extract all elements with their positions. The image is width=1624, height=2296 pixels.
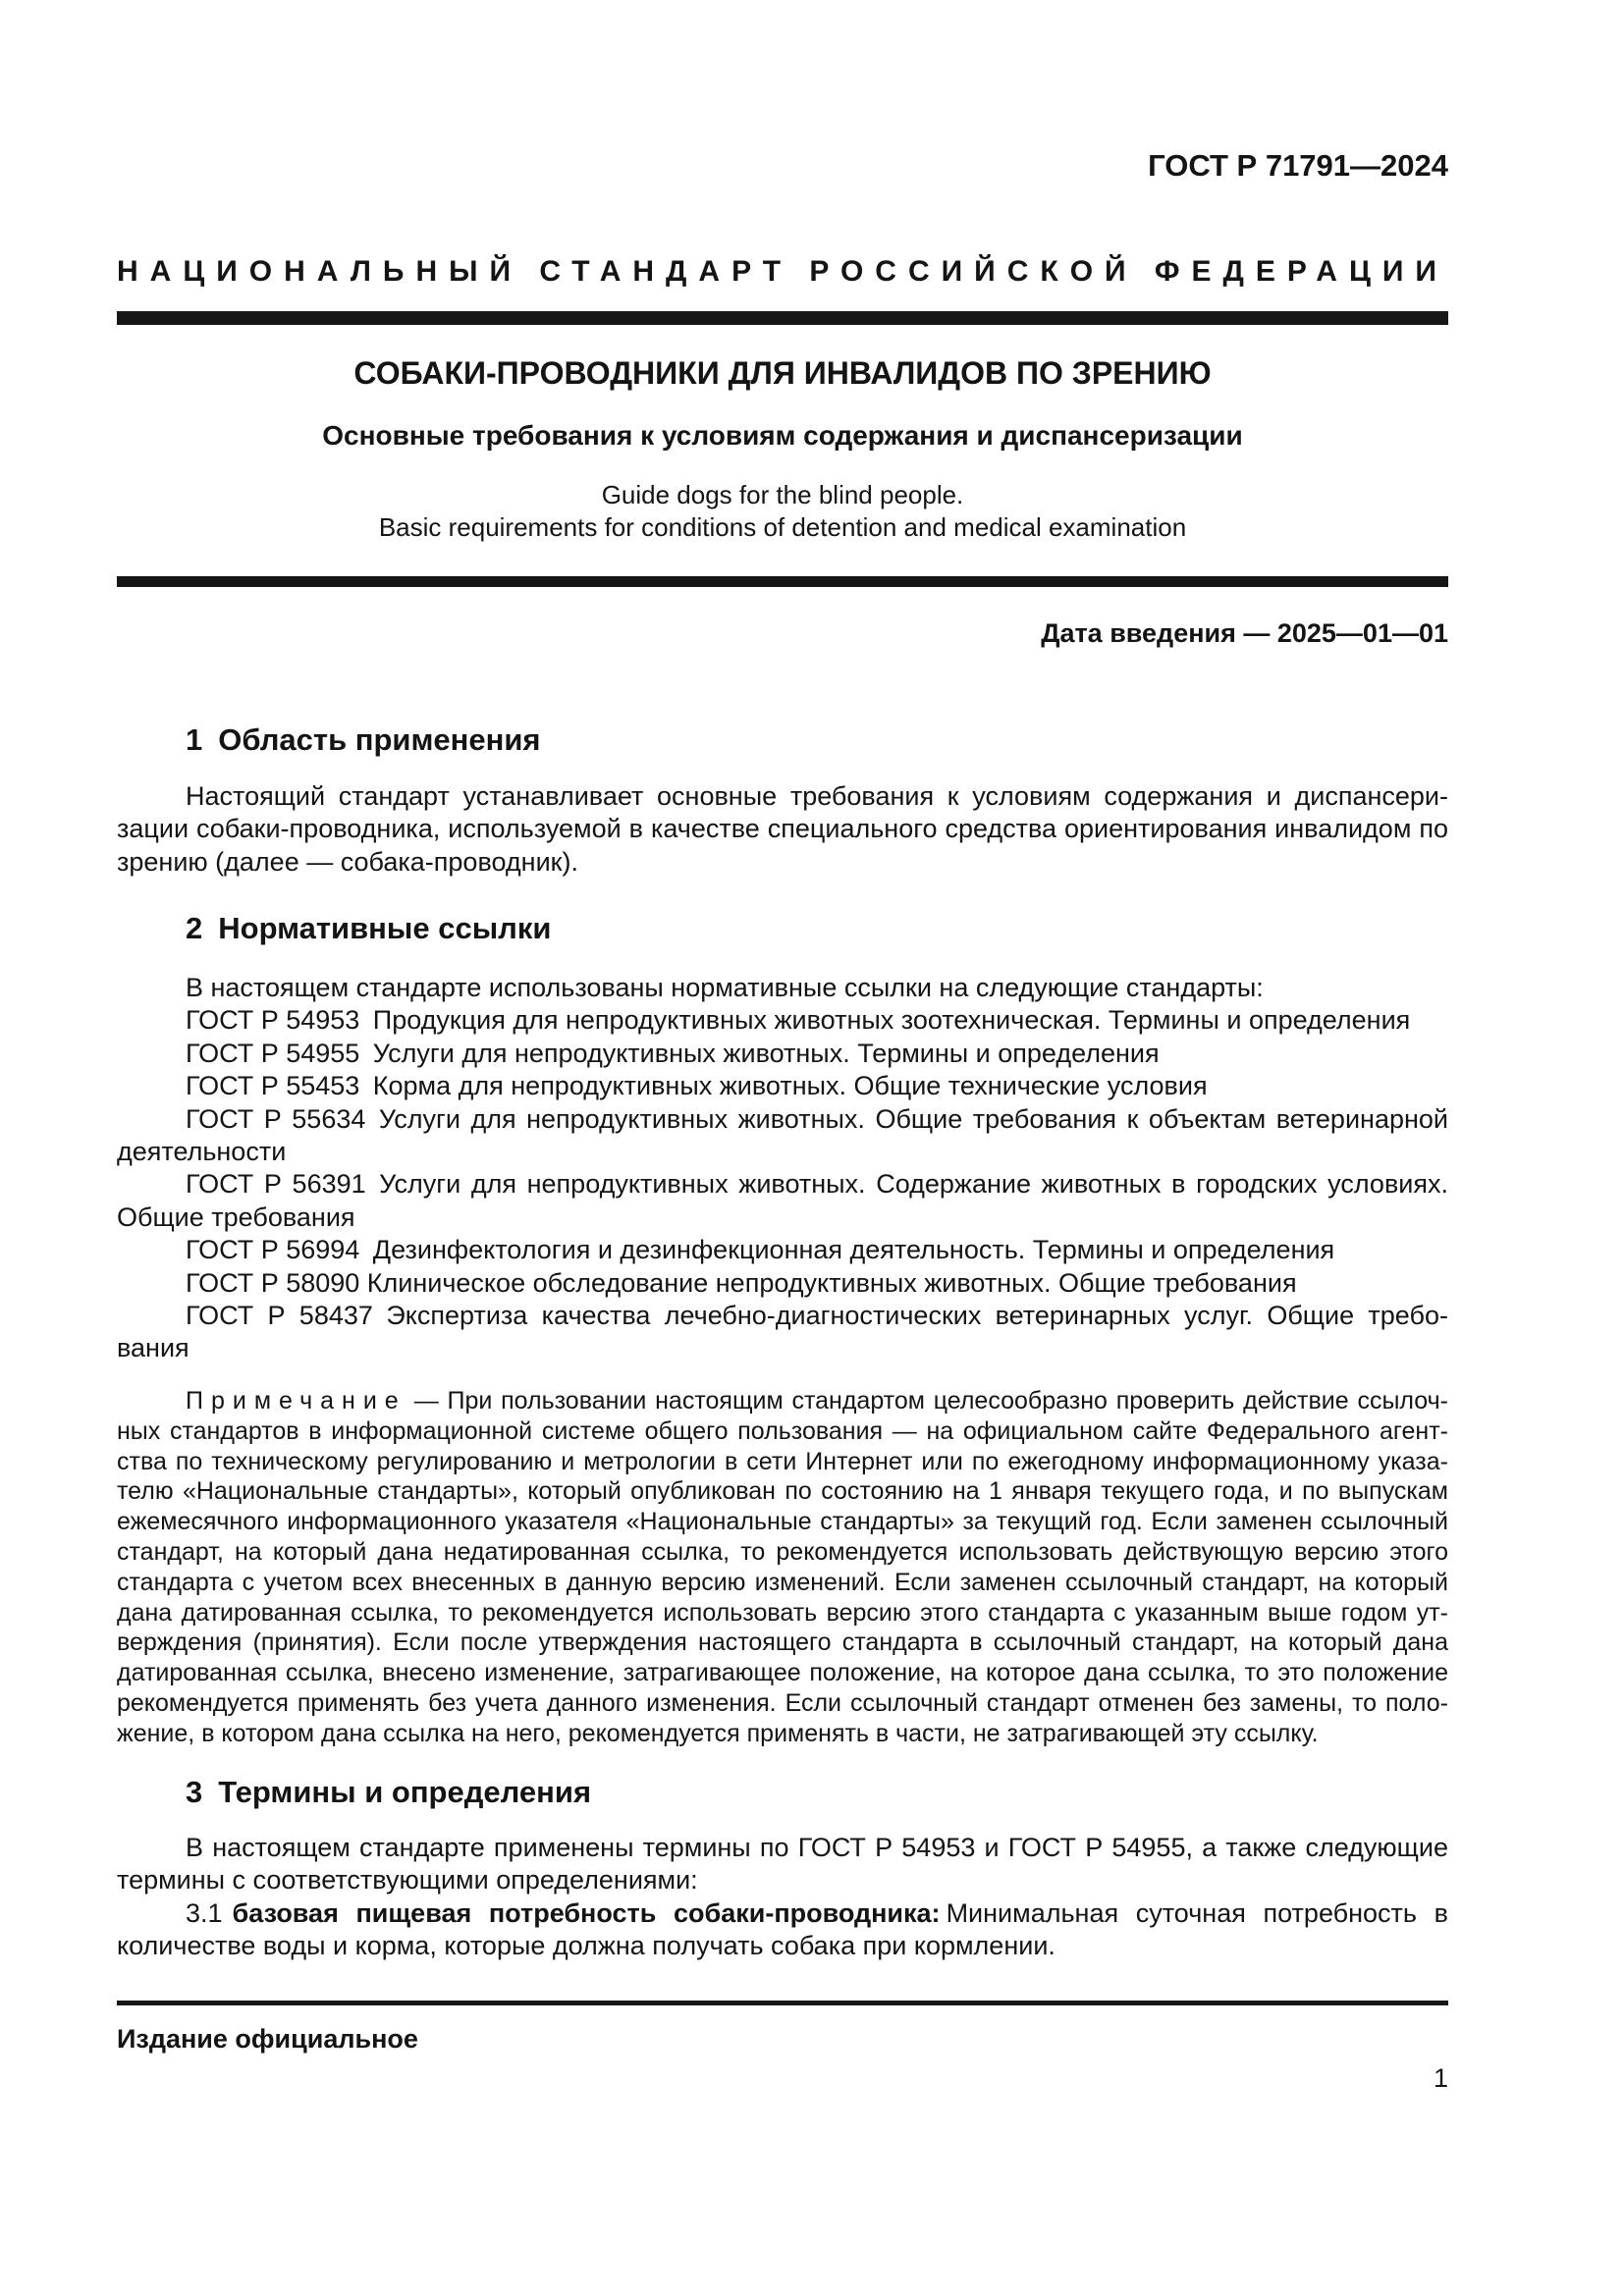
section-2-body — [117, 972, 1448, 1365]
banner-word: НАЦИОНАЛЬНЫЙ — [117, 255, 523, 288]
footer-rule — [117, 2001, 1448, 2005]
official-edition-label: Издание официальное — [117, 2024, 418, 2054]
document-subtitle-ru: Основные требования к условиям содержания и диспансеризации — [322, 420, 1243, 451]
term-number: 3.1 — [186, 1897, 223, 1928]
document-title-en — [117, 479, 1448, 544]
section-2-note — [117, 1386, 1448, 1749]
section-3-heading — [117, 1775, 1448, 1810]
top-divider-bar — [117, 311, 1448, 325]
note-label: Примечание — [186, 1387, 406, 1415]
term-definition: Минимальная суточная потребность в количестве воды и корма, которые должна получать собака при кормлении. — [117, 1897, 1448, 1961]
document-title-ru: СОБАКИ-ПРОВОДНИКИ ДЛЯ ИНВАЛИДОВ ПО ЗРЕНИЮ — [353, 355, 1212, 391]
reference-item: ГОСТ Р 55634 Услуги для непродуктивных животных. Общие требования к объектам ветеринарной деятельности — [117, 1103, 1448, 1167]
reference-item: ГОСТ Р 58090 Клиническое обследование непродуктивных животных. Общие требования — [186, 1267, 1297, 1298]
term-name: базовая пищевая потребность собаки-проводника: — [232, 1897, 941, 1928]
banner-word: СТАНДАРТ — [539, 255, 793, 288]
effective-date: Дата введения — 2025—01—01 — [1041, 618, 1448, 648]
section-2-title: Нормативные ссылки — [218, 911, 552, 945]
title-en-line1: Guide dogs for the blind people. — [601, 480, 964, 509]
section-3-title: Термины и определения — [218, 1775, 592, 1809]
section-1-body — [117, 780, 1448, 879]
title-en-line2: Basic requirements for conditions of detention and medical examination — [378, 512, 1187, 542]
term-definition-item — [117, 1897, 1448, 1963]
banner-word: РОССИЙСКОЙ — [809, 255, 1138, 288]
reference-item: ГОСТ Р 55453 Корма для непродуктивных животных. Общие технические условия — [186, 1071, 1208, 1101]
reference-item: ГОСТ Р 54955 Услуги для непродуктивных животных. Термины и определения — [186, 1038, 1160, 1068]
reference-item: ГОСТ Р 58437 Экспертиза качества лечебно-диагностических ветеринарных услуг. Общие требования — [117, 1301, 1448, 1363]
paragraph: Настоящий стандарт устанавливает основные требования к условиям содержания и диспансеризации собаки-проводника, используемой в качестве специального средства ориентирования инвалидом по зрению (далее — собака-проводник). — [117, 781, 1448, 877]
section-1-title: Область применения — [218, 722, 541, 757]
page-number: 1 — [1433, 2063, 1448, 2093]
section-1-heading — [117, 722, 1448, 758]
reference-item: ГОСТ Р 54953 Продукция для непродуктивных животных зоотехническая. Термины и определения — [186, 1005, 1411, 1036]
section-2-number: 2 — [186, 911, 203, 945]
section-3-number: 3 — [186, 1775, 203, 1809]
section-3-body — [117, 1832, 1448, 1963]
section-1-number: 1 — [186, 722, 203, 757]
references-intro: В настоящем стандарте использованы нормативные ссылки на следующие стандарты: — [186, 973, 1264, 1002]
banner-word: ФЕДЕРАЦИИ — [1154, 255, 1448, 288]
title-divider-bar — [117, 576, 1448, 587]
standard-type-banner — [117, 255, 1448, 289]
note-text: — При пользовании настоящим стандартом целесообразно проверить действие ссылочных стандартов в информационной системе общего пользования — на официальном сайте Федерального агентства по техническому регулированию и метрологии в сети Интернет или по ежегодному информационному указателю «Национальные стандарты», который опубликован по состоянию на 1 января текущего года, и по выпускам ежемесячного информационного указателя «Национальные стандарты» за текущий год. Если заменен ссылочный стандарт, на который дана недатированная ссылка, то рекомендуется использовать действующую версию этого стандарта с учетом всех внесенных в данную версию изменений. Если заменен ссылочный стандарт, на который дана датированная ссылка, то рекомендуется использовать версию этого стандарта с указанным выше годом утверждения (принятия). Если после утверждения настоящего стандарта в ссылочный стандарт, на который дана датированная ссылка, внесено изменение, затрагивающее положение, на которое дана ссылка, то это положение рекомендуется применять без учета данного изменения. Если ссылочный стандарт отменен без замены, то положение, в котором дана ссылка на него, рекомендуется применять в части, не затрагивающей эту ссылку. — [117, 1387, 1448, 1747]
reference-item: ГОСТ Р 56994 Дезинфектология и дезинфекционная деятельность. Термины и определения — [186, 1235, 1335, 1265]
section-2-heading — [117, 911, 1448, 946]
reference-item: ГОСТ Р 56391 Услуги для непродуктивных животных. Содержание животных в городских условиях. Общие требования — [117, 1169, 1448, 1232]
doc-number: ГОСТ Р 71791—2024 — [1148, 148, 1448, 183]
terms-intro: В настоящем стандарте применены термины по ГОСТ Р 54953 и ГОСТ Р 54955, а также следующие термины с соответствующими определениями: — [117, 1833, 1448, 1896]
